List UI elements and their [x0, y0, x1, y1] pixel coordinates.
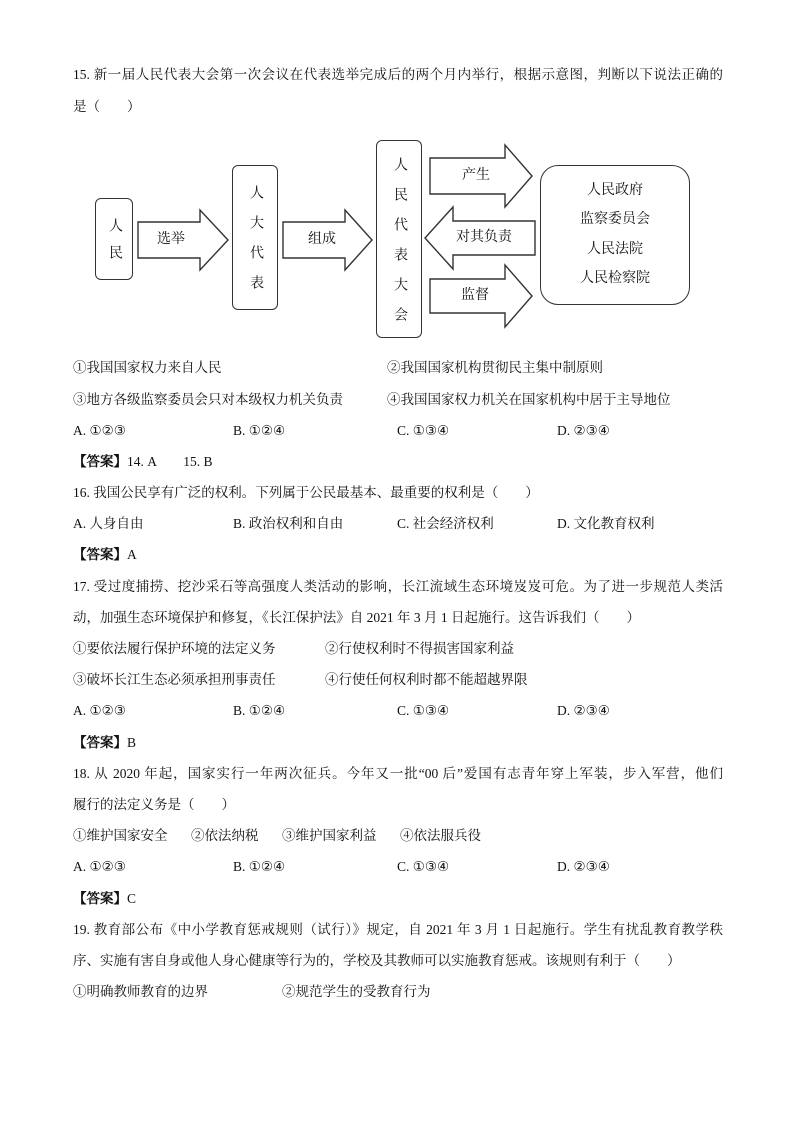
- exam-content: [73, 59, 723, 1007]
- q15-statement-2: ②我国国家机构贯彻民主集中制原则: [387, 360, 603, 376]
- organ-court: 人民法院: [587, 241, 643, 257]
- q15-choice-d: D. ②③④: [557, 422, 610, 438]
- q18-statement-2: ②依法纳税: [191, 828, 259, 844]
- box-deputies-label: 人大代表: [248, 185, 263, 306]
- q18-answer: [73, 883, 723, 914]
- q17-statements-row-1: [73, 633, 723, 664]
- q15-diagram: [73, 122, 723, 353]
- q17-choice-b: B. ①②④: [233, 703, 286, 719]
- q16-choice-b: B. 政治权利和自由: [233, 516, 344, 532]
- answer-value: 14. A 15. B: [127, 453, 213, 469]
- answer-label: 【答案】: [73, 453, 127, 469]
- q17-choice-d: D. ②③④: [557, 703, 610, 719]
- q18-statement-3: ③维护国家利益: [282, 828, 377, 844]
- q18-choice-a: A. ①②③: [73, 859, 126, 875]
- q19-stem-line-1: 19. 教育部公布《中小学教育惩戒规则（试行）》规定，自 2021 年 3 月 1 日起施行。学生有扰乱教育教学秩: [73, 921, 723, 937]
- q15-choice-c: C. ①③④: [397, 422, 450, 438]
- q18-statements: [73, 820, 723, 851]
- box-people-label: 人民: [107, 218, 122, 273]
- answer-value: C: [127, 890, 137, 906]
- q16-stem-line-1: 16. 我国公民享有广泛的权利。下列属于公民最基本、最重要的权利是（ ）: [73, 485, 539, 501]
- q15-statement-3: ③地方各级监察委员会只对本级权力机关负责: [73, 391, 343, 407]
- q15-statements-row-1: [73, 352, 723, 383]
- box-congress: [376, 140, 422, 338]
- q15-statement-1: ①我国国家权力来自人民: [73, 360, 222, 376]
- answer-value: A: [127, 547, 137, 563]
- q15-stem-line-2: 是（ ）: [73, 98, 141, 114]
- q15-answer: [73, 446, 723, 477]
- q17-choice-c: C. ①③④: [397, 703, 450, 719]
- q17-statement-4: ④行使任何权利时都不能超越界限: [325, 672, 528, 688]
- box-state-organs: [540, 165, 690, 305]
- q17-statement-3: ③破坏长江生态必须承担刑事责任: [73, 672, 276, 688]
- q17-statement-2: ②行使权利时不得损害国家利益: [325, 641, 514, 657]
- q17-stem-line-2: 动，加强生态环境保护和修复，《长江保护法》自 2021 年 3 月 1 日起施行。这告诉我们（ ）: [73, 609, 640, 625]
- q17-statement-1: ①要依法履行保护环境的法定义务: [73, 641, 276, 657]
- arrow-produce-label: 产生: [462, 167, 490, 183]
- q16-choice-c: C. 社会经济权利: [397, 516, 494, 532]
- arrow-compose-label: 组成: [308, 231, 336, 247]
- organ-government: 人民政府: [587, 182, 643, 198]
- q18-choice-c: C. ①③④: [397, 859, 450, 875]
- q17-stem-line-1: 17. 受过度捕捞、挖沙采石等高强度人类活动的影响，长江流域生态环境岌岌可危。为了进一步规范人类活: [73, 578, 723, 594]
- arrow-elect-label: 选举: [157, 231, 185, 247]
- q16-choice-d: D. 文化教育权利: [557, 516, 655, 532]
- q16-answer: [73, 539, 723, 570]
- q16-choice-a: A. 人身自由: [73, 516, 144, 532]
- q18-statement-1: ①维护国家安全: [73, 828, 168, 844]
- q18-stem-line-1: 18. 从 2020 年起，国家实行一年两次征兵。今年又一批“00 后”爱国有志青年穿上军装，步入军营，他们: [73, 765, 723, 781]
- q15-statement-4: ④我国国家权力机关在国家机构中居于主导地位: [387, 391, 671, 407]
- q17-statements-row-2: [73, 664, 723, 695]
- answer-label: 【答案】: [73, 547, 127, 563]
- q18-choice-d: D. ②③④: [557, 859, 610, 875]
- q19-statement-2: ②规范学生的受教育行为: [282, 984, 431, 1000]
- q15-choice-b: B. ①②④: [233, 422, 286, 438]
- organ-supervisory-commission: 监察委员会: [580, 212, 650, 228]
- q18-statement-4: ④依法服兵役: [400, 828, 481, 844]
- q19-statements-row-1: [73, 976, 723, 1007]
- arrow-responsible-label: 对其负责: [456, 229, 512, 245]
- box-people: [95, 198, 133, 280]
- q15-choice-a: A. ①②③: [73, 422, 126, 438]
- q15-stem-line-1: 15. 新一届人民代表大会第一次会议在代表选举完成后的两个月内举行，根据示意图，判断以下说法正确的: [73, 67, 723, 83]
- answer-label: 【答案】: [73, 890, 127, 906]
- answer-label: 【答案】: [73, 734, 127, 750]
- q15-statements-row-2: [73, 384, 723, 415]
- q19-stem-line-2: 序、实施有害自身或他人身心健康等行为的，学校及其教师可以实施教育惩戒。该规则有利于（ ）: [73, 952, 681, 968]
- arrow-supervise-label: 监督: [461, 287, 489, 303]
- q17-choices: [73, 695, 723, 726]
- q19-statement-1: ①明确教师教育的边界: [73, 984, 208, 1000]
- box-deputies: [232, 165, 278, 310]
- q18-stem-line-2: 履行的法定义务是（ ）: [73, 796, 235, 812]
- answer-value: B: [127, 734, 137, 750]
- organ-procuratorate: 人民检察院: [580, 271, 650, 287]
- q17-answer: [73, 727, 723, 758]
- q17-choice-a: A. ①②③: [73, 703, 126, 719]
- q15-choices: [73, 415, 723, 446]
- q16-choices: [73, 508, 723, 539]
- q18-choice-b: B. ①②④: [233, 859, 286, 875]
- q18-choices: [73, 851, 723, 882]
- box-congress-label: 人民代表大会: [392, 156, 407, 337]
